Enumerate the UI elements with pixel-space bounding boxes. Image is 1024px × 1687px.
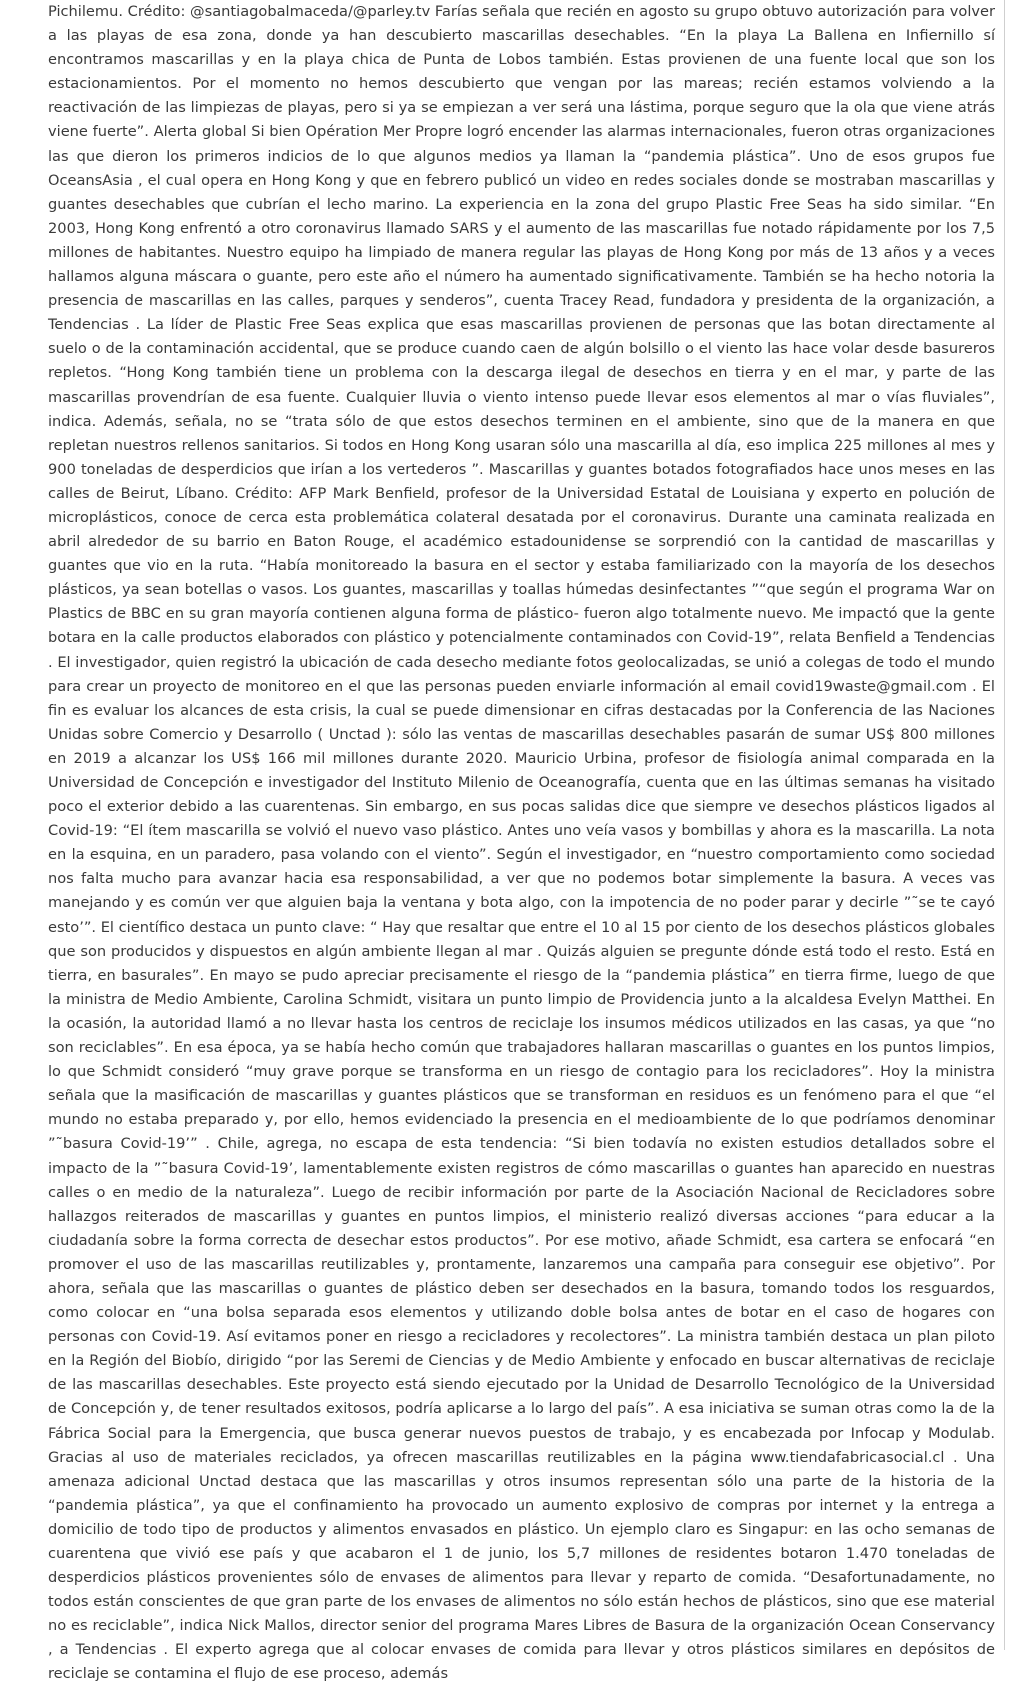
article-body-text: Pichilemu. Crédito: @santiagobalmaceda/@parley.tv Farías señala que recién en agosto su grupo obtuvo autorización para volver a las playas de esa zona, donde ya han descubierto mascarillas desechables. “En la playa La Ballena en Infiernillo sí encontramos mascarillas y en la playa chica de Punta de Lobos también. Estas provienen de una fuente local que son los estacionamientos. Por el momento no hemos descubierto que vengan por las mareas; recién estamos volviendo a la reactivación de las limpiezas de playas, pero si ya se empiezan a ver será una lástima, porque seguro que la ola que viene atrás viene fuerte”. Alerta global Si bien Opération Mer Propre logró encender las alarmas internacionales, fueron otras organizaciones las que dieron los primeros indicios de lo que algunos medios ya llaman la “pandemia plástica”. Uno de esos grupos fue OceansAsia , el cual opera en Hong Kong y que en febrero publicó un video en redes sociales donde se mostraban mascarillas y guantes desechables que cubrían el lecho marino. La experiencia en la zona del grupo Plastic Free Seas ha sido similar. “En 2003, Hong Kong enfrentó a otro coronavirus llamado SARS y el aumento de las mascarillas fue notado rápidamente por los 7,5 millones de habitantes. Nuestro equipo ha limpiado de manera regular las playas de Hong Kong por más de 13 años y a veces hallamos alguna máscara o guante, pero este año el número ha aumentado significativamente. También se ha hecho notoria la presencia de mascarillas en las calles, parques y senderos”, cuenta Tracey Read, fundadora y presidenta de la organización, a Tendencias . La líder de Plastic Free Seas explica que esas mascarillas provienen de personas que las botan directamente al suelo o de la contaminación accidental, que se produce cuando caen de algún bolsillo o el viento las hace volar desde basureros repletos. “Hong Kong también tiene un problema con la descarga ilegal de desechos en tierra y en el mar, y parte de las mascarillas provendrían de esa fuente. Cualquier lluvia o viento intenso puede llevar esos elementos al mar o vías fluviales”, indica. Además, señala, no se “trata sólo de que estos desechos terminen en el ambiente, sino que de la manera en que repletan nuestros rellenos sanitarios. Si todos en Hong Kong usaran sólo una mascarilla al día, eso implica 225 millones al mes y 900 toneladas de desperdicios que irían a los vertederos ”. Mascarillas y guantes botados fotografiados hace unos meses en las calles de Beirut, Líbano. Crédito: AFP Mark Benfield, profesor de la Universidad Estatal de Louisiana y experto en polución de microplásticos, conoce de cerca esta problemática colateral desatada por el coronavirus. Durante una caminata realizada en abril alrededor de su barrio en Baton Rouge, el académico estadounidense se sorprendió con la cantidad de mascarillas y guantes que vio en la ruta. “Había monitoreado la basura en el sector y estaba familiarizado con la mayoría de los desechos plásticos, ya sean botellas o vasos. Los guantes, mascarillas y toallas húmedas desinfectantes ”“que según el programa War on Plastics de BBC en su gran mayoría contienen alguna forma de plástico- fueron algo totalmente nuevo. Me impactó que la gente botara en la calle productos elaborados con plástico y potencialmente contaminados con Covid-19”, relata Benfield a Tendencias . El investigador, quien registró la ubicación de cada desecho mediante fotos geolocalizadas, se unió a colegas de todo el mundo para crear un proyecto de monitoreo en el que las personas pueden enviarle información al email covid19waste@gmail.com . El fin es evaluar los alcances de esta crisis, la cual se puede dimensionar en cifras destacadas por la Conferencia de las Naciones Unidas sobre Comercio y Desarrollo ( Unctad ): sólo las ventas de mascarillas desechables pasarán de sumar US$ 800 millones en 2019 a alcanzar los US$ 166 mil millones durante 2020. Mauricio Urbina, profesor de fisiología animal comparada en la Universidad de Concepción e investigador del Instituto Milenio de Oceanografía, cuenta que en las últimas semanas ha visitado poco el exterior debido a las cuarentenas. Sin embargo, en sus pocas salidas dice que siempre ve desechos plásticos ligados al Covid-19: “El ítem mascarilla se volvió el nuevo vaso plástico. Antes uno veía vasos y bombillas y ahora es la mascarilla. La nota en la esquina, en un paradero, pasa volando con el viento”. Según el investigador, en “nuestro comportamiento como sociedad nos falta mucho para avanzar hacia esa responsabilidad, a ver que no podemos botar simplemente la basura. A veces vas manejando y es común ver que alguien baja la ventana y bota algo, con la impotencia de no poder parar y decirle ”˜se te cayó esto’”. El científico destaca un punto clave: “ Hay que resaltar que entre el 10 al 15 por ciento de los desechos plásticos globales que son producidos y dispuestos en algún ambiente llegan al mar . Quizás alguien se pregunte dónde está todo el resto. Está en tierra, en basurales”. En mayo se pudo apreciar precisamente el riesgo de la “pandemia plástica” en tierra firme, luego de que la ministra de Medio Ambiente, Carolina Schmidt, visitara un punto limpio de Providencia junto a la alcaldesa Evelyn Matthei. En la ocasión, la autoridad llamó a no llevar hasta los centros de reciclaje los insumos médicos utilizados en las casas, ya que “no son reciclables”. En esa época, ya se había hecho común que trabajadores hallaran mascarillas o guantes en los puntos limpios, lo que Schmidt consideró “muy grave porque se transforma en un riesgo de contagio para los recicladores”. Hoy la ministra señala que la masificación de mascarillas y guantes plásticos que se transforman en residuos es un fenómeno para el que “el mundo no estaba preparado y, por ello, hemos evidenciado la presencia en el medioambiente de lo que podríamos denominar ”˜basura Covid-19’” . Chile, agrega, no escapa de esta tendencia: “Si bien todavía no existen estudios detallados sobre el impacto de la ”˜basura Covid-19’, lamentablemente existen registros de cómo mascarillas o guantes han aparecido en nuestras calles o en medio de la naturaleza”. Luego de recibir información por parte de la Asociación Nacional de Recicladores sobre hallazgos reiterados de mascarillas y guantes en puntos limpios, el ministerio realizó diversas acciones “para educar a la ciudadanía sobre la forma correcta de desechar estos productos”. Por ese motivo, añade Schmidt, esa cartera se enfocará “en promover el uso de las mascarillas reutilizables y, prontamente, lanzaremos una campaña para conseguir ese objetivo”. Por ahora, señala que las mascarillas o guantes de plástico deben ser desechados en la basura, tomando todos los resguardos, como colocar en “una bolsa separada esos elementos y utilizando doble bolsa antes de botar en el caso de hogares con personas con Covid-19. Así evitamos poner en riesgo a recicladores y recolectores”. La ministra también destaca un plan piloto en la Región del Biobío, dirigido “por las Seremi de Ciencias y de Medio Ambiente y enfocado en buscar alternativas de reciclaje de las mascarillas desechables. Este proyecto está siendo ejecutado por la Unidad de Desarrollo Tecnológico de la Universidad de Concepción y, de tener resultados exitosos, podría aplicarse a lo largo del país”. A esa iniciativa se suman otras como la de la Fábrica Social para la Emergencia, que busca generar nuevos puestos de trabajo, y es encabezada por Infocap y Modulab. Gracias al uso de materiales reciclados, ya ofrecen mascarillas reutilizables en la página www.tiendafabricasocial.cl . Una amenaza adicional Unctad destaca que las mascarillas y otros insumos representan sólo una parte de la historia de la “pandemia plástica”, ya que el confinamiento ha provocado un aumento explosivo de compras por internet y la entrega a domicilio de todo tipo de productos y alimentos envasados en plástico. Un ejemplo claro es Singapur: en las ocho semanas de cuarentena que vivió ese país y que acabaron el 1 de junio, los 5,7 millones de residentes botaron 1.470 toneladas de desperdicios plásticos provenientes sólo de envases de alimentos para llevar y reparto de comida. “Desafortunadamente, no todos están conscientes de que gran parte de los envases de alimentos no sólo están hechos de plásticos, sino que ese material no es reciclable”, indica Nick Mallos, director senior del programa Mares Libres de Basura de la organización Ocean Conservancy , a Tendencias . El experto agrega que al colocar envases de comida para llevar y otros plásticos similares en depósitos de reciclaje se contamina el flujo de ese proceso, además xyxy=(48,3,995,1683)
right-border-line xyxy=(1004,0,1005,1650)
